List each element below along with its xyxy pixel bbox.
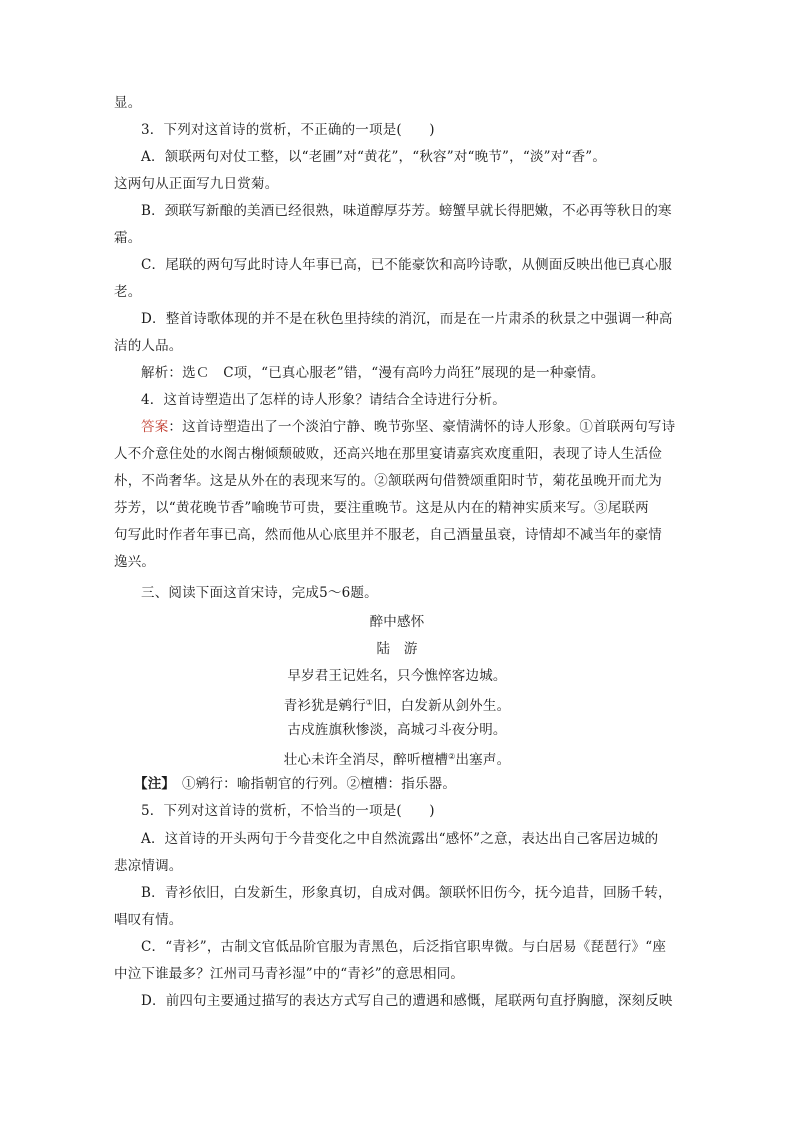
text-line: 芬芳，以“黄花晚节香”喻晚节可贵，要注重晚节。这是从内在的精神实质来写。③尾联两 — [114, 500, 649, 516]
poem-line-2 — [0, 693, 794, 713]
poem-note — [134, 774, 456, 794]
option-d: D．整首诗歌体现的并不是在秋色里持续的消沉，而是在一片肃杀的秋景之中强调一种高 — [141, 311, 673, 327]
question-4: 4．这首诗塑造出了怎样的诗人形象？请结合全诗进行分析。 — [141, 392, 506, 408]
poem-title: 醉中感怀 — [369, 614, 425, 630]
footnote-marker-2: ② — [448, 752, 456, 761]
poem-line-2-part-1: 青衫犹是鹓行 — [283, 698, 366, 714]
text-line: 句写此时作者年事已高，然而他从心底里并不服老，自己酒量虽衰，诗情却不减当年的豪情 — [114, 527, 662, 543]
option-a: A．颔联两句对仗工整，以“老圃”对“黄花”，“秋容”对“晚节”，“淡”对“香”。 — [141, 149, 607, 165]
text-line: 老。 — [114, 284, 142, 300]
option-a: A．这首诗的开头两句于今昔变化之中自然流露出“感怀”之意，表达出自己客居边城的 — [141, 831, 659, 847]
text-line: 人不介意住处的水阁古榭倾颓破败，还高兴地在那里宴请嘉宾欢度重阳，表现了诗人生活俭 — [114, 446, 662, 462]
question-5: 5．下列对这首诗的赏析，不恰当的一项是( ) — [141, 803, 435, 819]
poem-line-4 — [0, 747, 794, 767]
poem-line-4-part-1: 壮心未许全消尽，醉听檀槽 — [283, 752, 449, 768]
poem-line-4-part-2: 出塞声。 — [455, 752, 511, 768]
footnote-marker-1: ① — [365, 698, 374, 707]
answer-text: ：这首诗塑造出了一个淡泊宁静、晚节弥坚、豪情满怀的诗人形象。①首联两句写诗 — [168, 419, 676, 435]
text-line: 显。 — [114, 95, 142, 111]
text-line: 中泣下谁最多？江州司马青衫湿”中的“青衫”的意思相同。 — [114, 966, 465, 982]
analysis-3: 解析：选Ｃ C项，“已真心服老”错，“漫有高吟力尚狂”展现的是一种豪情。 — [141, 365, 605, 381]
text-line: 悲凉情调。 — [114, 858, 183, 874]
option-c: C．“青衫”，古制文官低品阶官服为青黑色，后泛指官职卑微。与白居易《琵琶行》“座 — [141, 939, 667, 955]
text-line: 洁的人品。 — [114, 338, 183, 354]
answer-4-first-line — [141, 417, 675, 437]
text-line: 朴，不尚奢华。这是从外在的表现来写的。②颔联两句借赞颂重阳时节，菊花虽晚开而尤为 — [114, 473, 662, 489]
answer-label: 答案 — [141, 419, 169, 435]
question-3: 3．下列对这首诗的赏析，不正确的一项是( ) — [141, 122, 435, 138]
note-text: ①鹓行：喻指朝官的行列。②檀槽：指乐器。 — [168, 776, 457, 792]
text-line: 逸兴。 — [114, 554, 156, 570]
text-line: 霜。 — [114, 230, 142, 246]
text-line: 唱叹有情。 — [114, 912, 183, 928]
option-c: C．尾联的两句写此时诗人年事已高，已不能豪饮和高吟诗歌，从侧面反映出他已真心服 — [141, 257, 673, 273]
poem-line-3: 古戍旌旗秋惨淡，高城刁斗夜分明。 — [287, 722, 507, 738]
note-label: 【注】 — [134, 776, 169, 792]
poem-author: 陆 游 — [376, 641, 418, 657]
option-d: D．前四句主要通过描写的表达方式写自己的遭遇和感慨，尾联两句直抒胸臆，深刻反映 — [141, 993, 673, 1009]
text-line: 这两句从正面写九日赏菊。 — [114, 176, 279, 192]
poem-line-1: 早岁君王记姓名，只今憔悴客边城。 — [287, 668, 507, 684]
section-3-heading: 三、阅读下面这首宋诗，完成5～6题。 — [141, 585, 378, 601]
option-b: B．青衫依旧，白发新生，形象真切，自成对偶。颔联怀旧伤今，抚今追昔，回肠千转， — [141, 885, 672, 901]
poem-line-2-part-2: 旧，白发新从剑外生。 — [373, 698, 511, 714]
option-b: B．颈联写新酿的美酒已经很熟，味道醇厚芬芳。螃蟹早就长得肥嫩，不必再等秋日的寒 — [141, 203, 672, 219]
